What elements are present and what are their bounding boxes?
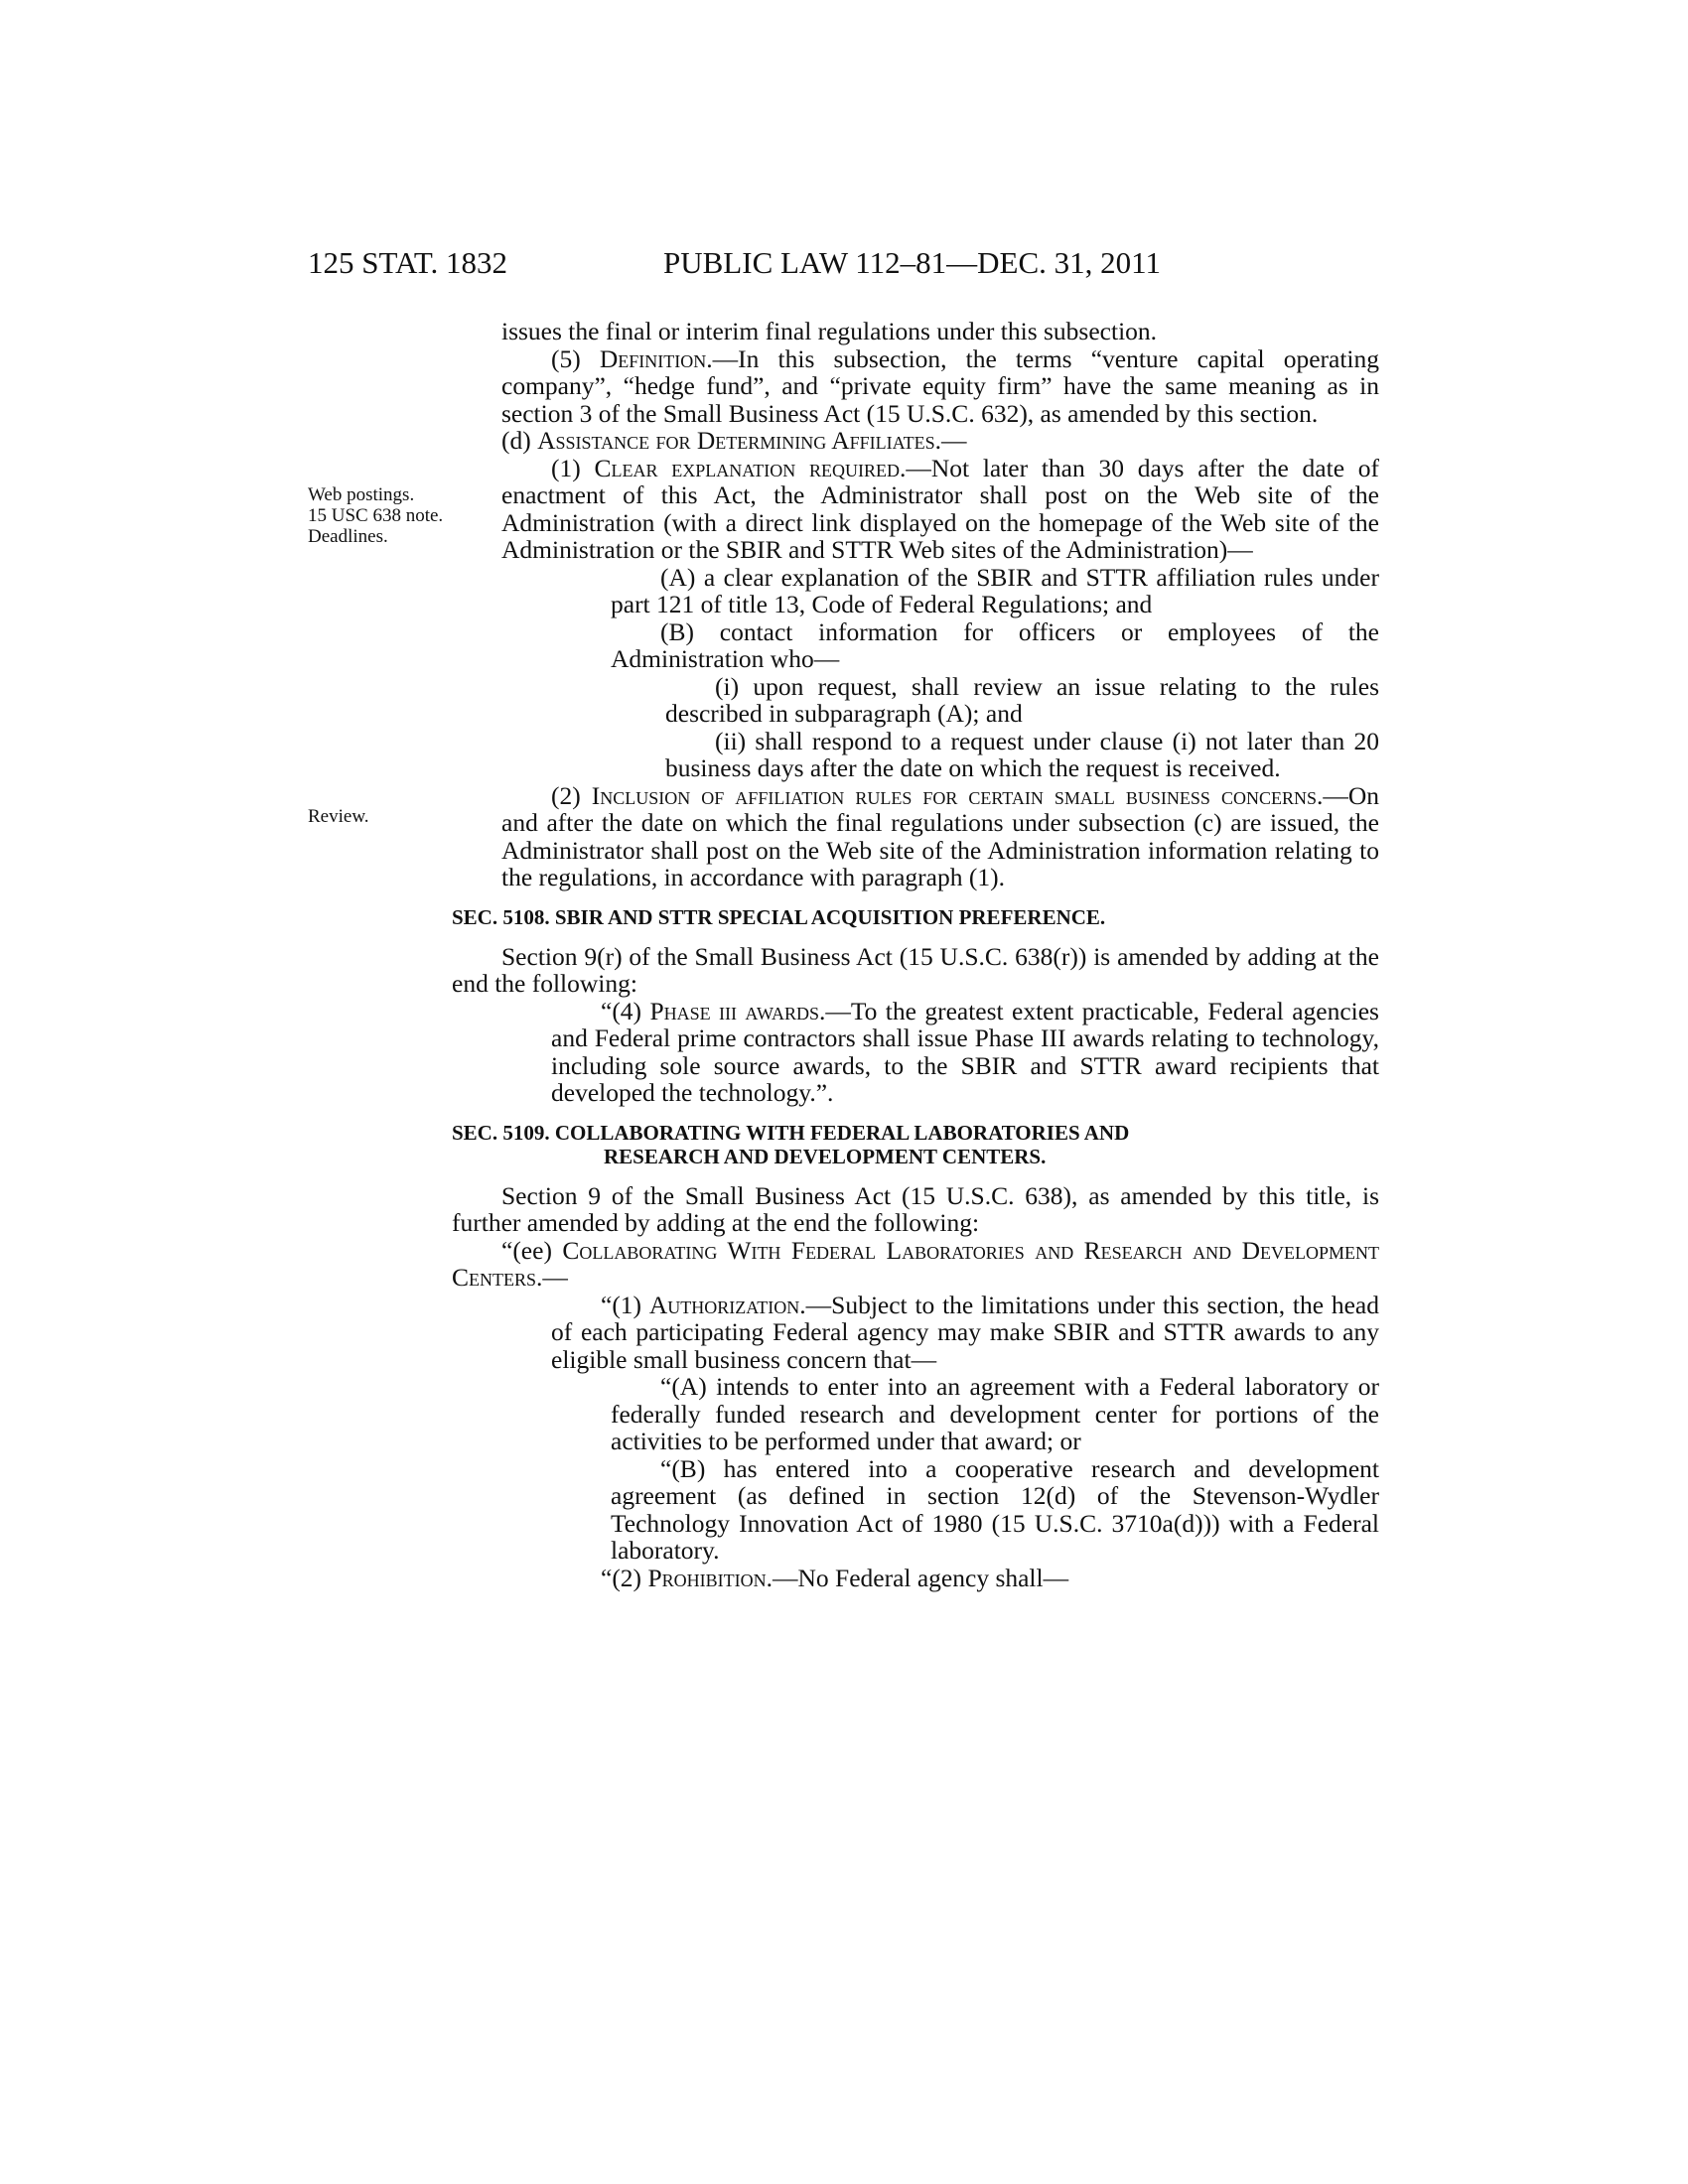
para-heading: Collaborating With Federal Laboratories and Research and Development Centers [452,1235,1379,1292]
para-heading: Phase iii awards [649,996,819,1025]
clause: (i) upon request, shall review an issue relating to the rules described in subparagraph (A); and [665,671,1379,728]
subsection-heading [501,427,1379,455]
para-heading: Definition [599,343,707,373]
paragraph-clear-explanation [501,455,1379,564]
margin-note-line: Review. [308,806,369,827]
page-header [0,243,1688,283]
margin-note-line: Web postings. [308,484,415,505]
subparagraph: (A) a clear explanation of the SBIR and STTR affiliation rules under part 121 of title 13, Code of Federal Regulations; and [611,562,1379,618]
para-heading: Inclusion of affiliation rules for certain small business concerns [591,780,1317,810]
margin-note-line: 15 USC 638 note. [308,505,444,526]
paragraph: issues the final or interim final regulations under this subsection. [501,317,1158,345]
subparagraph: “(A) intends to enter into an agreement with a Federal laboratory or federally funded research and development center for portions of the activities to be performed under that award; or [611,1372,1379,1455]
paragraph-inclusion [501,782,1379,891]
para-text: .— [536,1263,568,1292]
paragraph: Section 9 of the Small Business Act (15 U.S.C. 638), as amended by this title, is further amended by adding at the end the following: [452,1180,1379,1237]
section-heading-5109 [452,1121,1379,1168]
para-number: “(4) [601,996,650,1025]
paragraph-definition [501,345,1379,428]
margin-note-review [308,806,506,827]
para-text: .—Subject to the limitations under this section, the head of each participating Federal agency may make SBIR and STTR awards to any eligible small business concern that— [551,1290,1379,1374]
paragraph-phase-iii [501,998,1379,1107]
para-text: .—No Federal agency shall— [766,1563,1069,1592]
subparagraph: (B) contact information for officers or employees of the Administration who— [611,616,1379,673]
para-number: (5) [551,343,600,373]
para-text: .—To the greatest extent practicable, Federal agencies and Federal prime contractors shall issue Phase III awards relating to technology, including sole source awards, to the SBIR and STTR award recipients that developed the technology.”. [551,996,1379,1107]
subsection-heading [452,1237,1379,1292]
para-number: (d) [501,426,538,455]
subparagraph: “(B) has entered into a cooperative research and development agreement (as defined in section 12(d) of the Stevenson-Wydler Technology Innovation Act of 1980 (15 U.S.C. 3710a(d))) with a Federal laboratory. [611,1453,1379,1565]
section-heading-line: SEC. 5109. COLLABORATING WITH FEDERAL LABORATORIES AND [452,1120,1130,1145]
para-text: .— [934,426,967,455]
para-heading: Assistance for Determining Affiliates [537,426,935,455]
main-text [452,317,1380,1592]
section-heading-5108: SEC. 5108. SBIR AND STTR SPECIAL ACQUISITION PREFERENCE. [452,904,1106,929]
para-number: “(ee) [501,1235,563,1265]
para-text: .—On and after the date on which the final regulations under subsection (c) are issued, the Administrator shall post on the Web site of the Administration information relating to the regulations, in accordance with paragraph (1). [501,780,1380,891]
para-heading: Clear explanation required [594,453,900,482]
clause: (ii) shall respond to a request under clause (i) not later than 20 business days after the date on which the request is received. [665,726,1379,782]
paragraph-authorization [501,1292,1379,1374]
para-text: .—In this subsection, the terms “venture capital operating company”, “hedge fund”, and “private equity firm” have the same meaning as in section 3 of the Small Business Act (15 U.S.C. 632), as amended by this section. [501,343,1379,428]
para-number: “(2) [601,1563,648,1592]
para-number: “(1) [601,1290,649,1319]
section-heading-line: RESEARCH AND DEVELOPMENT CENTERS. [604,1144,1047,1168]
para-text: .—Not later than 30 days after the date of enactment of this Act, the Administrator shall post on the Web site of the Administration (with a direct link displayed on the homepage of the Web site of the Administration or the SBIR and STTR Web sites of the Administration)— [501,453,1379,564]
paragraph-prohibition [501,1565,1379,1592]
margin-note-line: Deadlines. [308,526,388,547]
para-heading: Prohibition [647,1563,767,1592]
margin-note-web-postings [308,484,506,547]
para-number: (2) [551,780,592,810]
para-number: (1) [551,453,595,482]
paragraph: Section 9(r) of the Small Business Act (15 U.S.C. 638(r)) is amended by adding at the end the following: [452,941,1379,998]
para-heading: Authorization [648,1290,800,1319]
header-title: PUBLIC LAW 112–81—DEC. 31, 2011 [663,245,1161,280]
statute-page-number: 125 STAT. 1832 [308,245,508,280]
